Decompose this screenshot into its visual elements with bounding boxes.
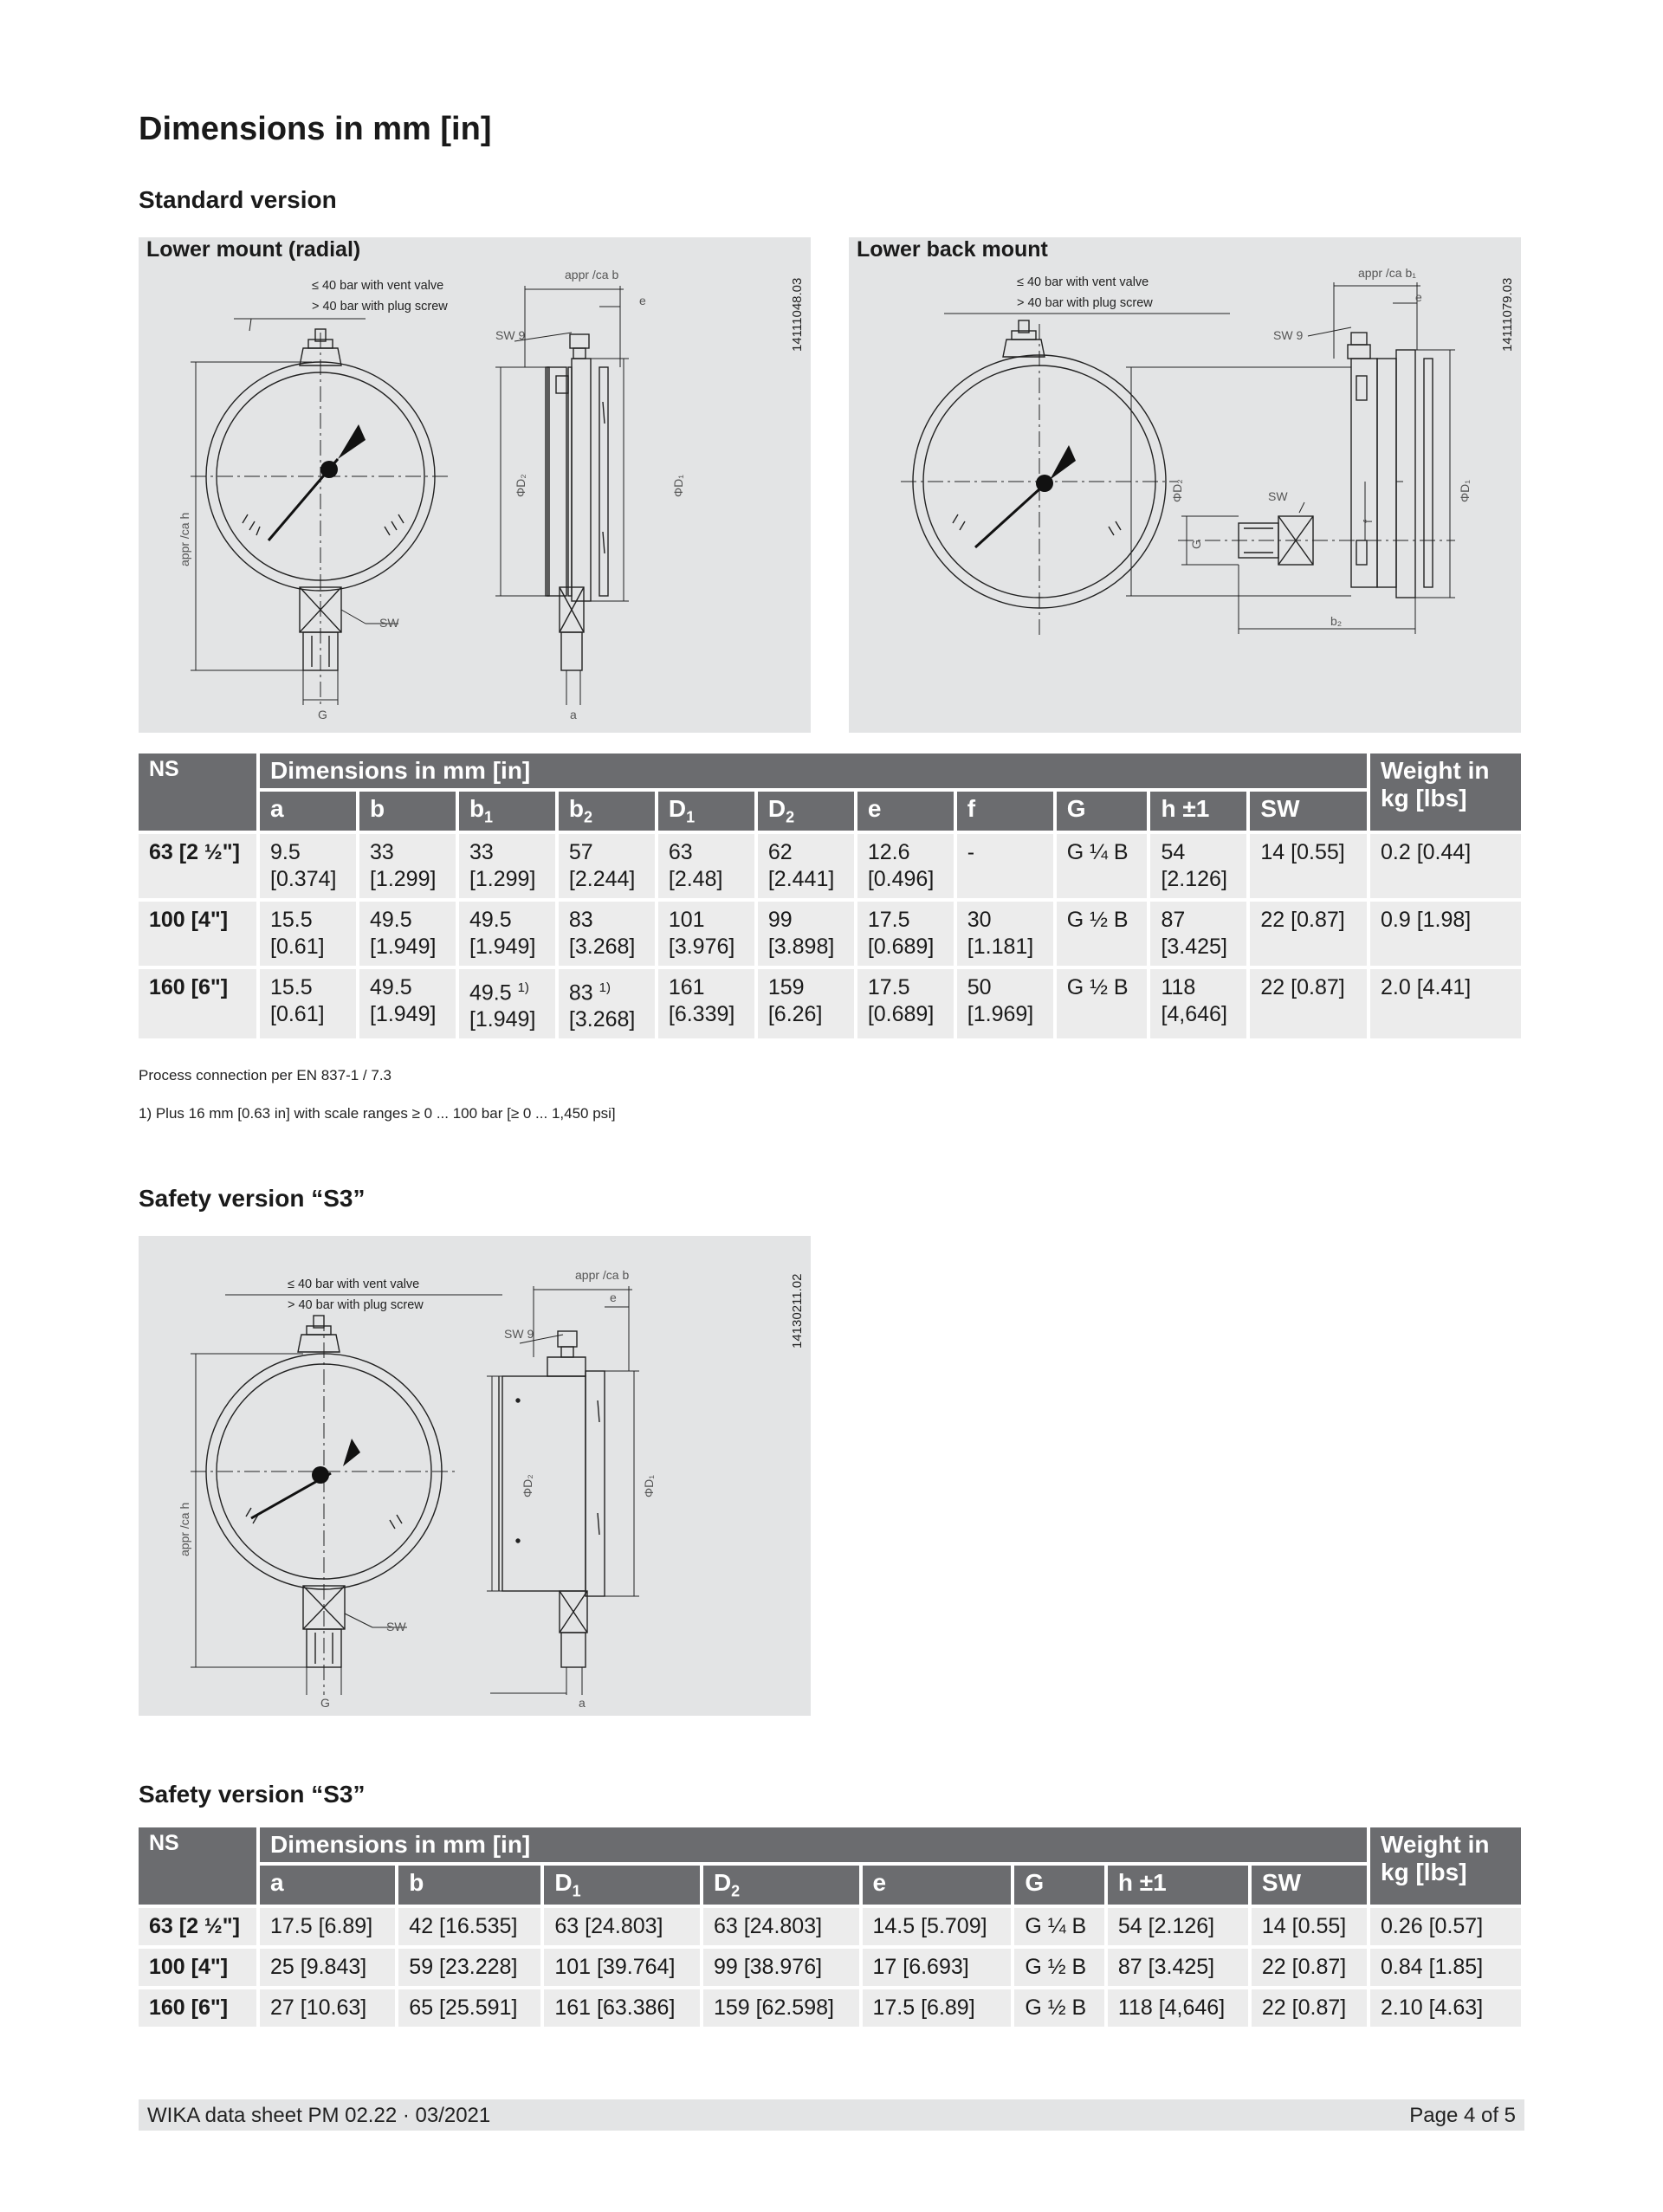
table-cell: 49.5 [1.949] [459, 902, 555, 966]
sw-label: SW [386, 1620, 406, 1633]
table-cell: 27 [10.63] [260, 1989, 395, 2027]
table-row [139, 1989, 1521, 2027]
table-cell: 14 [0.55] [1250, 834, 1367, 898]
table-cell: 63 [24.803] [544, 1908, 700, 1945]
dim-b-label: appr /ca b [575, 1268, 630, 1282]
dim-b-label: appr /ca b [565, 268, 619, 281]
ns-header: NS [139, 754, 256, 831]
dim-d1-label: ΦD₁ [642, 1474, 656, 1497]
ns-cell: 160 [6"] [139, 1989, 256, 2027]
table-row [139, 834, 1521, 898]
plug-screw-callout: > 40 bar with plug screw [288, 1298, 424, 1312]
col-sw: SW [1252, 1866, 1367, 1905]
table-cell: 54 [2.126] [1150, 834, 1246, 898]
dim-e-label: e [1415, 290, 1422, 304]
lower-back-mount-title: Lower back mount [857, 237, 1048, 262]
col-f: f [957, 792, 1053, 831]
footer-datasheet-label: WIKA data sheet PM 02.22 · 03/2021 [147, 2104, 491, 2127]
table-cell: 99 [38.976] [703, 1949, 859, 1986]
dim-d1-label: ΦD₁ [1458, 479, 1472, 502]
col-g: G [1057, 792, 1148, 831]
col-h: h ±1 [1108, 1866, 1248, 1905]
table-cell: 2.10 [4.63] [1370, 1989, 1521, 2027]
table-cell: 49.5 $^{1)}$ [1.949] [459, 969, 555, 1038]
lower-mount-title: Lower mount (radial) [146, 237, 361, 262]
dim-e-label: e [610, 1290, 617, 1304]
table-cell: 22 [0.87] [1250, 902, 1367, 966]
dim-e-label: e [639, 294, 646, 307]
dim-h-label: appr /ca h [178, 512, 191, 566]
col-d1: $D_1$ [544, 1866, 700, 1905]
table-cell: 83 [3.268] [559, 902, 655, 966]
table-cell: 15.5 [0.61] [260, 969, 356, 1038]
dim-b2-label: b₂ [1330, 614, 1343, 628]
col-h: h ±1 [1150, 792, 1246, 831]
lower-mount-gauge-drawing [139, 237, 811, 733]
table-cell: 54 [2.126] [1108, 1908, 1248, 1945]
weight-header: Weight in kg [lbs] [1370, 1827, 1521, 1905]
dim-g-label: G [1189, 540, 1203, 549]
table-cell: 22 [0.87] [1252, 1989, 1367, 2027]
table-row [139, 969, 1521, 1038]
standard-version-heading: Standard version [139, 186, 337, 213]
ns-cell: 160 [6"] [139, 969, 256, 1038]
lower-back-mount-drawing-panel [849, 237, 1521, 733]
dim-b1-label: appr /ca b₁ [1358, 266, 1416, 280]
table-cell: 15.5 [0.61] [260, 902, 356, 966]
table-cell: 30 [1.181] [957, 902, 1053, 966]
table-row [139, 1908, 1521, 1945]
table-cell: G ¼ B [1014, 1908, 1104, 1945]
safety-version-drawing-panel [139, 1236, 811, 1716]
table-cell: 0.9 [1.98] [1370, 902, 1521, 966]
dim-g-label: G [318, 708, 327, 721]
table-cell: 17 [6.693] [863, 1949, 1012, 1986]
table-cell: 14.5 [5.709] [863, 1908, 1012, 1945]
table-cell: G ½ B [1014, 1989, 1104, 2027]
table-cell: 101 [39.764] [544, 1949, 700, 1986]
ns-cell: 100 [4"] [139, 902, 256, 966]
table-cell: 159 [6.26] [758, 969, 854, 1038]
table-cell: 62 [2.441] [758, 834, 854, 898]
table-cell: 59 [23.228] [398, 1949, 540, 1986]
table-cell: 87 [3.425] [1150, 902, 1246, 966]
col-g: G [1014, 1866, 1104, 1905]
dimensions-header: Dimensions in mm [in] [260, 754, 1367, 788]
table-cell: 83 $^{1)}$ [3.268] [559, 969, 655, 1038]
table-cell: 118 [4,646] [1108, 1989, 1248, 2027]
table-cell: 14 [0.55] [1252, 1908, 1367, 1945]
ns-cell: 63 [2 ½"] [139, 1908, 256, 1945]
page-footer [139, 2099, 1524, 2131]
dim-a-label: a [579, 1696, 586, 1710]
table-cell: 161 [63.386] [544, 1989, 700, 2027]
vent-valve-callout: ≤ 40 bar with vent valve [312, 279, 444, 293]
table-cell: 17.5 [6.89] [863, 1989, 1012, 2027]
lower-back-mount-gauge-drawing [849, 237, 1521, 733]
table-cell: 99 [3.898] [758, 902, 854, 966]
table-cell: 65 [25.591] [398, 1989, 540, 2027]
dim-d1-label: ΦD₁ [671, 474, 685, 497]
dim-d2-label: ΦD₂ [1170, 479, 1184, 502]
col-d1: $D_1$ [658, 792, 754, 831]
table-cell: 12.6 [0.496] [857, 834, 954, 898]
table-cell: 17.5 [0.689] [857, 969, 954, 1038]
col-d2: $D_2$ [703, 1866, 859, 1905]
process-connection-note: Process connection per EN 837-1 / 7.3 [139, 1067, 391, 1083]
table-cell: 42 [16.535] [398, 1908, 540, 1945]
dimensions-header: Dimensions in mm [in] [260, 1827, 1367, 1862]
plug-screw-callout: > 40 bar with plug screw [1017, 296, 1153, 310]
table-cell: G ¼ B [1057, 834, 1148, 898]
standard-dimensions-table [135, 750, 1524, 1042]
table-cell: 87 [3.425] [1108, 1949, 1248, 1986]
drawing-number: 14111048.03 [790, 277, 805, 352]
vent-valve-callout: ≤ 40 bar with vent valve [1017, 275, 1149, 289]
col-d2: $D_2$ [758, 792, 854, 831]
page-title: Dimensions in mm [in] [139, 111, 492, 147]
ns-cell: 63 [2 ½"] [139, 834, 256, 898]
safety-dimensions-table [135, 1824, 1524, 2030]
table-cell: 0.2 [0.44] [1370, 834, 1521, 898]
col-e: e [863, 1866, 1012, 1905]
table-cell: G ½ B [1057, 969, 1148, 1038]
dim-a-label: a [570, 708, 577, 721]
dim-h-label: appr /ca h [178, 1502, 191, 1556]
table-cell: 101 [3.976] [658, 902, 754, 966]
safety-version-heading: Safety version “S3” [139, 1185, 366, 1212]
dim-d2-label: ΦD₂ [521, 1474, 534, 1497]
sw-label: SW [1268, 489, 1288, 503]
col-b: b [359, 792, 456, 831]
table-cell: 0.84 [1.85] [1370, 1949, 1521, 1986]
col-b2: $b_2$ [559, 792, 655, 831]
table-cell: 49.5 [1.949] [359, 902, 456, 966]
table-cell: 0.26 [0.57] [1370, 1908, 1521, 1945]
table-cell: 22 [0.87] [1250, 969, 1367, 1038]
table-cell: 2.0 [4.41] [1370, 969, 1521, 1038]
footnote-1: 1) Plus 16 mm [0.63 in] with scale ranges ≥ 0 ... 100 bar [≥ 0 ... 1,450 psi] [139, 1105, 616, 1122]
vent-valve-callout: ≤ 40 bar with vent valve [288, 1277, 420, 1291]
table-cell: 22 [0.87] [1252, 1949, 1367, 1986]
dim-d2-label: ΦD₂ [514, 474, 527, 497]
col-sw: SW [1250, 792, 1367, 831]
table-cell: 50 [1.969] [957, 969, 1053, 1038]
sw9-label: SW 9 [504, 1327, 534, 1341]
col-a: a [260, 1866, 395, 1905]
table-cell: G ½ B [1057, 902, 1148, 966]
sw-label: SW [379, 616, 399, 630]
ns-cell: 100 [4"] [139, 1949, 256, 1986]
table-cell: 161 [6.339] [658, 969, 754, 1038]
table-cell: 63 [24.803] [703, 1908, 859, 1945]
table-cell: 63 [2.48] [658, 834, 754, 898]
table-row [139, 902, 1521, 966]
sw9-label: SW 9 [495, 328, 526, 342]
table-cell: 25 [9.843] [260, 1949, 395, 1986]
page-number: Page 4 of 5 [1409, 2104, 1516, 2127]
col-b1: $b_1$ [459, 792, 555, 831]
plug-screw-callout: > 40 bar with plug screw [312, 300, 448, 314]
lower-mount-drawing-panel [139, 237, 811, 733]
drawing-number: 14130211.02 [790, 1273, 805, 1349]
sw9-label: SW 9 [1273, 328, 1304, 342]
table-cell: 9.5 [0.374] [260, 834, 356, 898]
col-b: b [398, 1866, 540, 1905]
table-cell: - [957, 834, 1053, 898]
table-cell: 17.5 [0.689] [857, 902, 954, 966]
weight-header: Weight in kg [lbs] [1370, 754, 1521, 831]
col-e: e [857, 792, 954, 831]
safety-gauge-drawing [139, 1236, 811, 1716]
safety-table-heading: Safety version “S3” [139, 1781, 366, 1808]
table-cell: 49.5 [1.949] [359, 969, 456, 1038]
table-cell: 33 [1.299] [359, 834, 456, 898]
dim-g-label: G [320, 1696, 330, 1710]
dim-f-label: f [1361, 520, 1375, 523]
table-cell: 159 [62.598] [703, 1989, 859, 2027]
table-cell: 118 [4,646] [1150, 969, 1246, 1038]
col-a: a [260, 792, 356, 831]
drawing-number: 14111079.03 [1500, 277, 1515, 352]
table-cell: 33 [1.299] [459, 834, 555, 898]
table-cell: 17.5 [6.89] [260, 1908, 395, 1945]
table-cell: 57 [2.244] [559, 834, 655, 898]
table-cell: G ½ B [1014, 1949, 1104, 1986]
table-row [139, 1949, 1521, 1986]
ns-header: NS [139, 1827, 256, 1905]
